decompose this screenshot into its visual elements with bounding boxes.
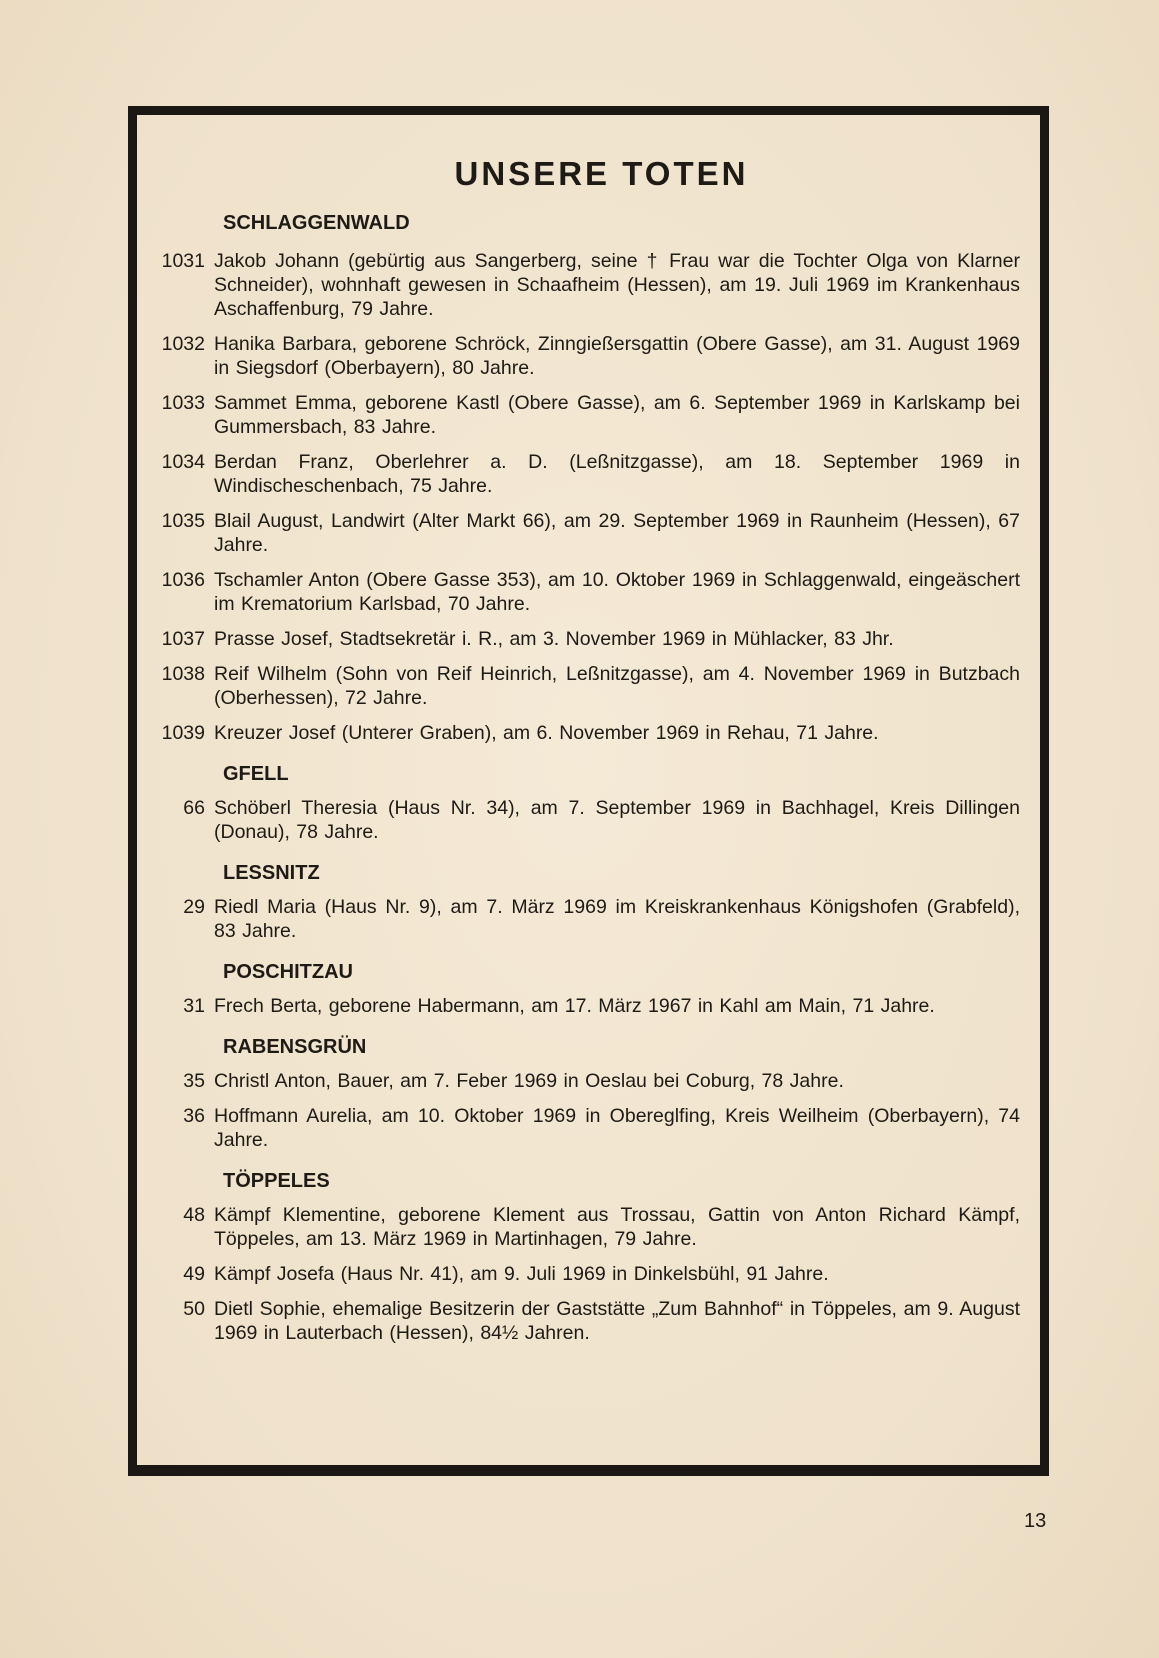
entry-number: 1037 — [161, 628, 205, 650]
entry-text: Tschamler Anton (Obere Gasse 353), am 10. Oktober 1969 in Schlaggenwald, eingeäschert im Krematorium Karlsbad, 70 Jahre. — [214, 569, 1020, 615]
obituary-entry — [150, 662, 1020, 710]
entry-text: Jakob Johann (gebürtig aus Sangerberg, seine † Frau war die Tochter Olga von Klarner Schneider), wohnhaft gewesen in Schaafheim (Hessen), am 19. Juli 1969 im Krankenhaus Aschaffenburg, 79 Jahre. — [214, 250, 1020, 320]
obituary-entry — [150, 1203, 1020, 1251]
entry-text: Dietl Sophie, ehemalige Besitzerin der Gaststätte „Zum Bahnhof“ in Töppeles, am 9. August 1969 in Lauterbach (Hessen), 84½ Jahren. — [214, 1298, 1020, 1344]
entry-number: 1032 — [161, 333, 205, 355]
entry-number: 50 — [183, 1298, 205, 1320]
obituary-list — [150, 212, 1020, 1356]
entry-text: Schöberl Theresia (Haus Nr. 34), am 7. September 1969 in Bachhagel, Kreis Dillingen (Donau), 78 Jahre. — [214, 797, 1020, 843]
entry-text: Riedl Maria (Haus Nr. 9), am 7. März 1969 im Kreiskrankenhaus Königshofen (Grabfeld), 83 Jahre. — [214, 896, 1020, 942]
entry-number: 1036 — [161, 569, 205, 591]
obituary-entry — [150, 332, 1020, 380]
entry-number: 48 — [183, 1204, 205, 1226]
entry-number: 36 — [183, 1105, 205, 1127]
obituary-entry — [150, 796, 1020, 844]
entry-number: 1034 — [161, 451, 205, 473]
obituary-entry — [150, 1104, 1020, 1152]
entry-number: 49 — [183, 1263, 205, 1285]
section-heading: GFELL — [223, 763, 289, 785]
entry-text: Reif Wilhelm (Sohn von Reif Heinrich, Leßnitzgasse), am 4. November 1969 in Butzbach (Oberhessen), 72 Jahre. — [214, 663, 1020, 709]
page-number: 13 — [1024, 1510, 1047, 1532]
obituary-entry — [150, 1262, 1020, 1286]
entry-text: Prasse Josef, Stadtsekretär i. R., am 3. November 1969 in Mühlacker, 83 Jhr. — [214, 628, 894, 650]
entry-number: 31 — [183, 995, 205, 1017]
entry-number: 1035 — [161, 510, 205, 532]
obituary-entry — [150, 1069, 1020, 1093]
entry-text: Kämpf Klementine, geborene Klement aus Trossau, Gattin von Anton Richard Kämpf, Töppeles, am 13. März 1969 in Martinhagen, 79 Jahre. — [214, 1204, 1020, 1250]
entry-text: Kreuzer Josef (Unterer Graben), am 6. November 1969 in Rehau, 71 Jahre. — [214, 722, 879, 744]
obituary-entry — [150, 249, 1020, 321]
section-heading: RABENSGRÜN — [223, 1036, 367, 1058]
entry-number: 1039 — [161, 722, 205, 744]
section-heading: LESSNITZ — [223, 862, 320, 884]
entry-number: 35 — [183, 1070, 205, 1092]
section-heading: SCHLAGGENWALD — [223, 212, 410, 234]
obituary-entry — [150, 994, 1020, 1018]
entry-number: 66 — [183, 797, 205, 819]
section-heading: TÖPPELES — [223, 1170, 330, 1192]
obituary-entry — [150, 450, 1020, 498]
entry-text: Frech Berta, geborene Habermann, am 17. März 1967 in Kahl am Main, 71 Jahre. — [214, 995, 935, 1017]
obituary-entry — [150, 509, 1020, 557]
entry-number: 29 — [183, 896, 205, 918]
entry-number: 1038 — [161, 663, 205, 685]
entry-number: 1031 — [161, 250, 205, 272]
page-title: UNSERE TOTEN — [454, 155, 749, 192]
obituary-entry — [150, 627, 1020, 651]
obituary-entry — [150, 1297, 1020, 1345]
entry-text: Hanika Barbara, geborene Schröck, Zinngießersgattin (Obere Gasse), am 31. August 1969 in Siegsdorf (Oberbayern), 80 Jahre. — [214, 333, 1020, 379]
obituary-entry — [150, 895, 1020, 943]
section-heading: POSCHITZAU — [223, 961, 353, 983]
entry-text: Hoffmann Aurelia, am 10. Oktober 1969 in Obereglfing, Kreis Weilheim (Oberbayern), 74 Jahre. — [214, 1105, 1020, 1151]
entry-text: Kämpf Josefa (Haus Nr. 41), am 9. Juli 1969 in Dinkelsbühl, 91 Jahre. — [214, 1263, 829, 1285]
obituary-entry — [150, 721, 1020, 745]
entry-text: Christl Anton, Bauer, am 7. Feber 1969 in Oeslau bei Coburg, 78 Jahre. — [214, 1070, 844, 1092]
entry-text: Berdan Franz, Oberlehrer a. D. (Leßnitzgasse), am 18. September 1969 in Windischeschenbach, 75 Jahre. — [214, 451, 1020, 497]
entry-text: Blail August, Landwirt (Alter Markt 66), am 29. September 1969 in Raunheim (Hessen), 67 Jahre. — [214, 510, 1020, 556]
obituary-entry — [150, 391, 1020, 439]
entry-number: 1033 — [161, 392, 205, 414]
obituary-entry — [150, 568, 1020, 616]
entry-text: Sammet Emma, geborene Kastl (Obere Gasse), am 6. September 1969 in Karlskamp bei Gummersbach, 83 Jahre. — [214, 392, 1020, 438]
